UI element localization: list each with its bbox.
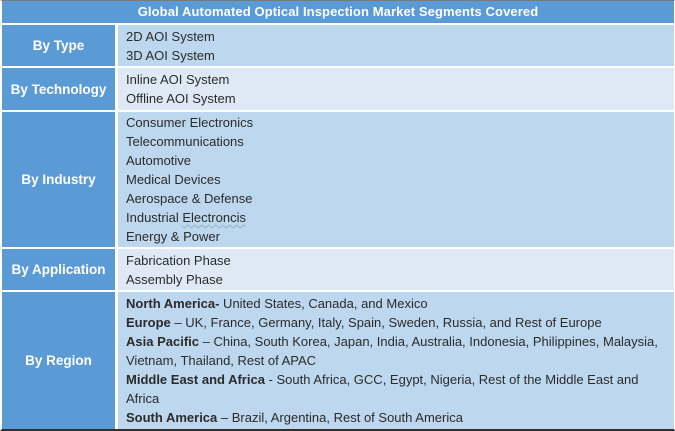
segment-item: Assembly Phase (126, 271, 223, 287)
segment-item-text: Industrial (126, 210, 183, 225)
row-label-by-industry: By Industry (2, 112, 118, 247)
region-item (126, 370, 670, 408)
row-by-application (2, 247, 674, 290)
row-by-technology (2, 66, 674, 110)
region-countries: United States, Canada, and Mexico (219, 296, 428, 311)
misspelled-word: Electroncis (182, 210, 246, 225)
region-item (126, 294, 670, 313)
by-industry-items (118, 112, 674, 247)
row-label-by-technology: By Technology (2, 68, 118, 110)
row-label-by-type: By Type (2, 25, 118, 66)
table-title: Global Automated Optical Inspection Market Segments Covered (2, 1, 674, 23)
segment-item: Fabrication Phase (126, 252, 231, 268)
region-name: Middle East and Africa (126, 372, 265, 387)
region-item (126, 332, 670, 370)
by-type-items (118, 25, 674, 66)
region-countries: - South Africa, GCC, Egypt, Nigeria, Rest of the Middle East and Africa (126, 372, 639, 406)
by-application-items (118, 249, 674, 290)
region-item (126, 313, 670, 332)
row-label-by-application: By Application (2, 249, 118, 290)
segment-item: Energy & Power (126, 229, 220, 244)
region-countries: – UK, France, Germany, Italy, Spain, Sweden, Russia, and Rest of Europe (170, 315, 602, 330)
segment-item (126, 208, 670, 227)
by-region-items (118, 292, 674, 429)
segment-item: Automotive (126, 153, 192, 168)
segment-item: Aerospace & Defense (126, 191, 253, 206)
region-name: Europe (126, 315, 171, 330)
region-name: Asia Pacific (126, 334, 199, 349)
region-name: South America (126, 410, 218, 425)
region-countries: – China, South Korea, Japan, India, Australia, Indonesia, Philippines, Malaysia, Vietnam, Thailand, Rest of APAC (126, 334, 658, 368)
segment-item: Inline AOI System (126, 72, 230, 87)
segment-item: 2D AOI System (126, 28, 215, 44)
region-name: North America- (126, 296, 220, 311)
region-item (126, 408, 670, 427)
segment-item: Consumer Electronics (126, 115, 254, 130)
segment-item: 3D AOI System (126, 47, 215, 63)
segment-item: Telecommunications (126, 134, 244, 149)
row-by-type (2, 23, 674, 66)
row-label-by-region: By Region (2, 292, 118, 429)
region-countries: – Brazil, Argentina, Rest of South America (217, 410, 463, 425)
by-technology-items (118, 68, 674, 110)
segment-item: Offline AOI System (126, 91, 236, 106)
segment-item: Medical Devices (126, 172, 221, 187)
row-by-region (2, 290, 674, 429)
row-by-industry (2, 110, 674, 247)
